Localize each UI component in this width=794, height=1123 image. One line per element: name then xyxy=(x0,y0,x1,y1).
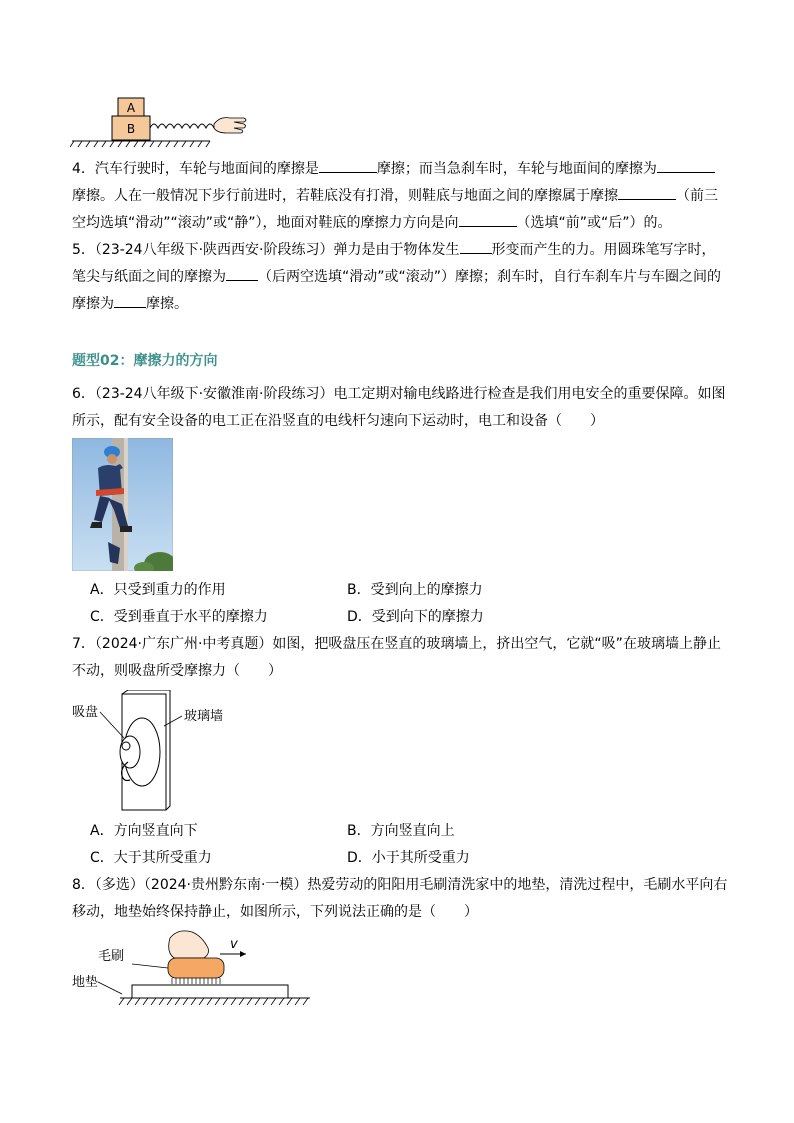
block-b-label: B xyxy=(126,122,136,136)
brush-label: 毛刷 xyxy=(98,949,125,964)
option-a[interactable]: A．方向竖直向下 xyxy=(90,823,198,839)
velocity-label: v xyxy=(230,937,238,952)
mat-label: 地垫 xyxy=(72,975,99,990)
option-c[interactable]: C．大于其所受重力 xyxy=(90,850,212,866)
option-d[interactable]: D．受到向下的摩擦力 xyxy=(347,609,484,625)
answer-blank[interactable] xyxy=(618,183,676,200)
option-a[interactable]: A．只受到重力的作用 xyxy=(90,582,226,598)
answer-blank[interactable] xyxy=(226,264,258,281)
block-a-label: A xyxy=(126,101,136,115)
option-b[interactable]: B．受到向上的摩擦力 xyxy=(347,582,483,598)
option-b[interactable]: B．方向竖直向上 xyxy=(347,823,455,839)
question-6-stem: 6．（23-24八年级下·安徽淮南·阶段练习）电工定期对输电线路进行检查是我们用电安全的重要保障。如图所示，配有安全设备的电工正在沿竖直的电线杆匀速向下运动时，电工和设备（ ） xyxy=(72,386,726,429)
brush-mat-figure xyxy=(70,928,320,1012)
option-c[interactable]: C．受到垂直于水平的摩擦力 xyxy=(90,609,268,625)
answer-blank[interactable] xyxy=(657,156,715,173)
question-5: 5．（23-24八年级下·陕西西安·阶段练习）弹力是由于物体发生 形变而产生的力。用圆珠笔写字时，笔尖与纸面之间的摩擦为 （后两空选填“滑动”或“滚动”）摩擦；刹车时，自行车刹车片与车圈之间的摩擦为 摩擦。 xyxy=(72,237,728,318)
wall-label: 玻璃墙 xyxy=(184,709,224,724)
blocks-spring-figure xyxy=(70,94,250,150)
question-7-stem: 7．（2024·广东广州·中考真题）如图，把吸盘压在竖直的玻璃墙上，挤出空气，它就“吸”在玻璃墙上静止不动，则吸盘所受摩擦力（ ） xyxy=(72,636,721,679)
section-heading: 题型02：摩擦力的方向 xyxy=(72,353,218,369)
sucker-label: 吸盘 xyxy=(72,705,99,720)
option-d[interactable]: D．小于其所受重力 xyxy=(347,850,470,866)
answer-blank[interactable] xyxy=(459,210,517,227)
answer-blank[interactable] xyxy=(319,156,377,173)
electrician-photo xyxy=(72,438,173,571)
question-4: 4．汽车行驶时，车轮与地面间的摩擦是 摩擦；而当急刹车时，车轮与地面间的摩擦为摩擦。人在一般情况下步行前进时，若鞋底没有打滑，则鞋底与地面之间的摩擦属于摩擦 （前三空均选填“滑动”“滚动”或“静”），地面对鞋底的摩擦力方向是向 （选填“前”或“后”）的。 xyxy=(72,156,728,237)
question-8-stem: 8．（多选）（2024·贵州黔东南·一模）热爱劳动的阳阳用毛刷清洗家中的地垫，清洗过程中，毛刷水平向右移动，地垫始终保持静止，如图所示，下列说法正确的是（ ） xyxy=(72,877,728,920)
suction-cup-figure xyxy=(70,690,250,815)
answer-blank[interactable] xyxy=(114,291,146,308)
answer-blank[interactable] xyxy=(460,237,492,254)
